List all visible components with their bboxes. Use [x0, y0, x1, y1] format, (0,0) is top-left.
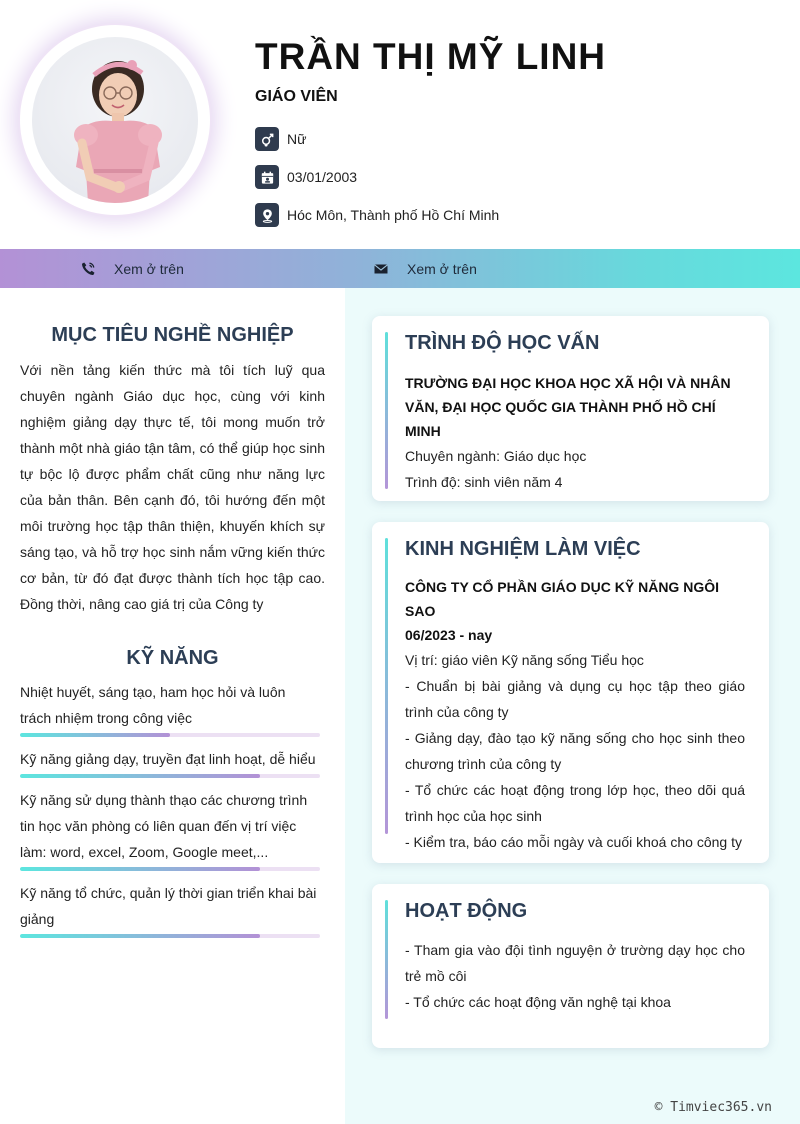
skill-level-bar: [20, 774, 320, 778]
footer-copyright: © Timviec365.vn: [654, 1100, 772, 1115]
skill-item: [20, 880, 320, 938]
birthday-value: 03/01/2003: [287, 169, 358, 185]
phone-icon: [80, 261, 96, 277]
email-contact: [373, 249, 477, 288]
skill-level-bar: [20, 867, 320, 871]
location-icon: [255, 203, 279, 227]
phone-contact: [80, 249, 184, 288]
experience-body: [405, 575, 745, 855]
activity-item: - Tổ chức các hoạt động văn nghệ tại khoa: [405, 994, 671, 1010]
education-body: [405, 371, 745, 495]
gender-value: Nữ: [287, 131, 307, 147]
skill-level-bar: [20, 733, 320, 737]
skills-title: KỸ NĂNG: [126, 647, 219, 669]
school-name: TRƯỜNG ĐẠI HỌC KHOA HỌC XÃ HỘI VÀ NHÂN VĂN, ĐẠI HỌC QUỐC GIA THÀNH PHỐ HỒ CHÍ MINH: [405, 375, 731, 439]
skill-label: Nhiệt huyết, sáng tạo, ham học hỏi và luôn trách nhiệm trong công việc: [20, 684, 286, 726]
profile-photo-illustration: [32, 37, 198, 203]
activities-title: HOẠT ĐỘNG: [405, 900, 528, 922]
duty-item: - Tổ chức các hoạt động trong lớp học, theo dõi quá trình học của học sinh: [405, 782, 745, 824]
position: Vị trí: giáo viên Kỹ năng sống Tiểu học: [405, 652, 644, 668]
skill-level-fill: [20, 774, 260, 778]
card-accent-line: [385, 538, 388, 834]
skill-level-fill: [20, 867, 260, 871]
skill-item: [20, 679, 320, 737]
skill-item: [20, 746, 320, 778]
duty-item: - Kiểm tra, báo cáo mỗi ngày và cuối khoá cho công ty: [405, 834, 742, 850]
skill-level-bar: [20, 934, 320, 938]
skill-level-fill: [20, 733, 170, 737]
skill-item: [20, 787, 320, 871]
activities-body: [405, 937, 745, 1015]
job-title: GIÁO VIÊN: [255, 88, 338, 105]
experience-card: [372, 522, 769, 863]
contact-bar: [0, 249, 800, 288]
duty-item: - Giảng dạy, đào tạo kỹ năng sống cho học sinh theo chương trình của công ty: [405, 730, 745, 772]
profile-photo: [32, 37, 198, 203]
gender-row: [255, 127, 306, 151]
skill-label: Kỹ năng giảng dạy, truyền đạt linh hoạt, dễ hiểu: [20, 751, 316, 767]
mail-icon: [373, 261, 389, 277]
card-accent-line: [385, 900, 388, 1019]
card-accent-line: [385, 332, 388, 489]
skill-label: Kỹ năng tổ chức, quản lý thời gian triển khai bài giảng: [20, 885, 317, 927]
phone-value: Xem ở trên: [114, 260, 184, 277]
address-row: [255, 203, 499, 227]
education-card: [372, 316, 769, 501]
skill-label: Kỹ năng sử dụng thành thạo các chương trình tin học văn phòng có liên quan đến vị trí việc làm: word, excel, Zoom, Google meet,...: [20, 792, 308, 860]
education-title: TRÌNH ĐỘ HỌC VẤN: [405, 332, 600, 354]
work-period: 06/2023 - nay: [405, 627, 493, 643]
address-value: Hóc Môn, Thành phố Hồ Chí Minh: [287, 207, 500, 223]
calendar-icon: [255, 165, 279, 189]
birthday-row: [255, 165, 357, 189]
email-value: Xem ở trên: [407, 260, 477, 277]
duty-item: - Chuẩn bị bài giảng và dụng cụ học tập theo giáo trình của công ty: [405, 678, 745, 720]
objective-text: Với nền tảng kiến thức mà tôi tích luỹ qua chuyên ngành Giáo dục học, cùng với kinh nghiệm giảng dạy thực tế, tôi mong muốn trở thành một nhà giáo tận tâm, có thể giúp học sinh tự bộc lộ được phẩm chất cũng như năng lực của bản thân. Bên cạnh đó, tôi hướng đến một môi trường học tập thân thiện, khuyến khích sự sáng tạo, và hỗ trợ học sinh nắm vững kiến thức cơ bản, từ đó đạt được thành tích học tập cao. Đồng thời, nâng cao giá trị của Công ty: [20, 362, 325, 612]
company-name: CÔNG TY CỔ PHẦN GIÁO DỤC KỸ NĂNG NGÔI SAO: [405, 579, 719, 619]
candidate-name: TRẦN THỊ MỸ LINH: [255, 36, 607, 77]
major: Chuyên ngành: Giáo dục học: [405, 448, 587, 464]
objective-title: MỤC TIÊU NGHỀ NGHIỆP: [51, 324, 294, 346]
activities-card: [372, 884, 769, 1048]
experience-title: KINH NGHIỆM LÀM VIỆC: [405, 538, 641, 560]
skill-level-fill: [20, 934, 260, 938]
avatar: [20, 25, 210, 215]
activity-item: - Tham gia vào đội tình nguyện ở trường dạy học cho trẻ mồ côi: [405, 942, 745, 984]
education-level: Trình độ: sinh viên năm 4: [405, 474, 563, 490]
gender-icon: [255, 127, 279, 151]
